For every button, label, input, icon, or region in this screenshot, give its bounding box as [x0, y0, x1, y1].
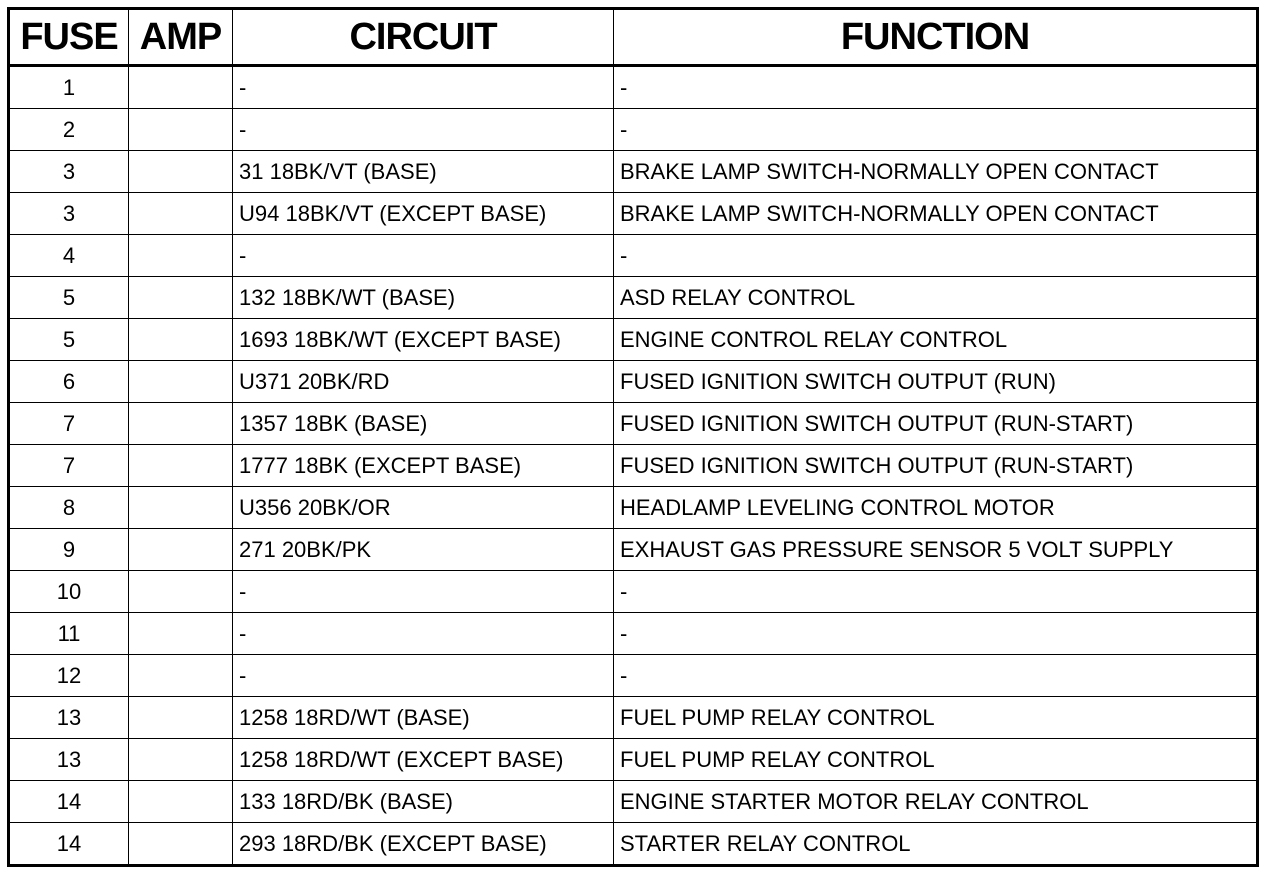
fuse-cell: 14: [9, 823, 129, 866]
amp-cell: [129, 529, 233, 571]
circuit-cell: -: [233, 655, 614, 697]
function-cell: -: [614, 613, 1258, 655]
function-cell: FUEL PUMP RELAY CONTROL: [614, 697, 1258, 739]
circuit-cell: -: [233, 235, 614, 277]
function-cell: ENGINE CONTROL RELAY CONTROL: [614, 319, 1258, 361]
amp-cell: [129, 655, 233, 697]
circuit-cell: 293 18RD/BK (EXCEPT BASE): [233, 823, 614, 866]
function-cell: HEADLAMP LEVELING CONTROL MOTOR: [614, 487, 1258, 529]
amp-cell: [129, 361, 233, 403]
header-function: FUNCTION: [614, 9, 1258, 66]
table-row: [9, 739, 1258, 781]
function-cell: -: [614, 655, 1258, 697]
amp-cell: [129, 487, 233, 529]
amp-cell: [129, 277, 233, 319]
table-row: [9, 697, 1258, 739]
table-row: [9, 235, 1258, 277]
amp-cell: [129, 571, 233, 613]
function-cell: -: [614, 571, 1258, 613]
amp-cell: [129, 235, 233, 277]
table-row: [9, 66, 1258, 109]
fuse-cell: 3: [9, 151, 129, 193]
circuit-cell: U356 20BK/OR: [233, 487, 614, 529]
function-cell: -: [614, 66, 1258, 109]
fuse-cell: 10: [9, 571, 129, 613]
table-row: [9, 529, 1258, 571]
table-row: [9, 151, 1258, 193]
fuse-cell: 6: [9, 361, 129, 403]
fuse-cell: 14: [9, 781, 129, 823]
table-row: [9, 613, 1258, 655]
table-row: [9, 277, 1258, 319]
table-header: [9, 9, 1258, 66]
function-cell: -: [614, 109, 1258, 151]
circuit-cell: 271 20BK/PK: [233, 529, 614, 571]
circuit-cell: -: [233, 613, 614, 655]
circuit-cell: 1258 18RD/WT (BASE): [233, 697, 614, 739]
fuse-cell: 7: [9, 403, 129, 445]
amp-cell: [129, 193, 233, 235]
table-body: [9, 66, 1258, 866]
circuit-cell: 1357 18BK (BASE): [233, 403, 614, 445]
fuse-cell: 8: [9, 487, 129, 529]
header-fuse: FUSE: [9, 9, 129, 66]
fuse-cell: 1: [9, 66, 129, 109]
table-row: [9, 445, 1258, 487]
circuit-cell: 1777 18BK (EXCEPT BASE): [233, 445, 614, 487]
fuse-cell: 2: [9, 109, 129, 151]
table-row: [9, 655, 1258, 697]
table-row: [9, 781, 1258, 823]
function-cell: FUSED IGNITION SWITCH OUTPUT (RUN-START): [614, 403, 1258, 445]
fuse-cell: 7: [9, 445, 129, 487]
function-cell: -: [614, 235, 1258, 277]
fuse-cell: 11: [9, 613, 129, 655]
amp-cell: [129, 109, 233, 151]
header-circuit: CIRCUIT: [233, 9, 614, 66]
fuse-cell: 9: [9, 529, 129, 571]
amp-cell: [129, 613, 233, 655]
table-row: [9, 403, 1258, 445]
circuit-cell: -: [233, 66, 614, 109]
circuit-cell: 31 18BK/VT (BASE): [233, 151, 614, 193]
amp-cell: [129, 445, 233, 487]
fuse-cell: 5: [9, 319, 129, 361]
amp-cell: [129, 66, 233, 109]
circuit-cell: 1693 18BK/WT (EXCEPT BASE): [233, 319, 614, 361]
amp-cell: [129, 739, 233, 781]
fuse-cell: 12: [9, 655, 129, 697]
fuse-cell: 5: [9, 277, 129, 319]
amp-cell: [129, 319, 233, 361]
function-cell: EXHAUST GAS PRESSURE SENSOR 5 VOLT SUPPLY: [614, 529, 1258, 571]
circuit-cell: 133 18RD/BK (BASE): [233, 781, 614, 823]
amp-cell: [129, 781, 233, 823]
fuse-cell: 4: [9, 235, 129, 277]
circuit-cell: -: [233, 109, 614, 151]
amp-cell: [129, 697, 233, 739]
amp-cell: [129, 823, 233, 866]
circuit-cell: 1258 18RD/WT (EXCEPT BASE): [233, 739, 614, 781]
fuse-cell: 13: [9, 739, 129, 781]
function-cell: FUEL PUMP RELAY CONTROL: [614, 739, 1258, 781]
function-cell: FUSED IGNITION SWITCH OUTPUT (RUN-START): [614, 445, 1258, 487]
circuit-cell: U371 20BK/RD: [233, 361, 614, 403]
circuit-cell: 132 18BK/WT (BASE): [233, 277, 614, 319]
fuse-table: [7, 7, 1259, 867]
amp-cell: [129, 151, 233, 193]
circuit-cell: U94 18BK/VT (EXCEPT BASE): [233, 193, 614, 235]
table-row: [9, 571, 1258, 613]
function-cell: BRAKE LAMP SWITCH-NORMALLY OPEN CONTACT: [614, 151, 1258, 193]
function-cell: BRAKE LAMP SWITCH-NORMALLY OPEN CONTACT: [614, 193, 1258, 235]
table-row: [9, 823, 1258, 866]
header-amp: AMP: [129, 9, 233, 66]
table-row: [9, 319, 1258, 361]
table-row: [9, 361, 1258, 403]
table-row: [9, 487, 1258, 529]
function-cell: ENGINE STARTER MOTOR RELAY CONTROL: [614, 781, 1258, 823]
function-cell: STARTER RELAY CONTROL: [614, 823, 1258, 866]
header-row: [9, 9, 1258, 66]
function-cell: ASD RELAY CONTROL: [614, 277, 1258, 319]
amp-cell: [129, 403, 233, 445]
function-cell: FUSED IGNITION SWITCH OUTPUT (RUN): [614, 361, 1258, 403]
fuse-cell: 3: [9, 193, 129, 235]
circuit-cell: -: [233, 571, 614, 613]
table-row: [9, 109, 1258, 151]
fuse-cell: 13: [9, 697, 129, 739]
table-row: [9, 193, 1258, 235]
